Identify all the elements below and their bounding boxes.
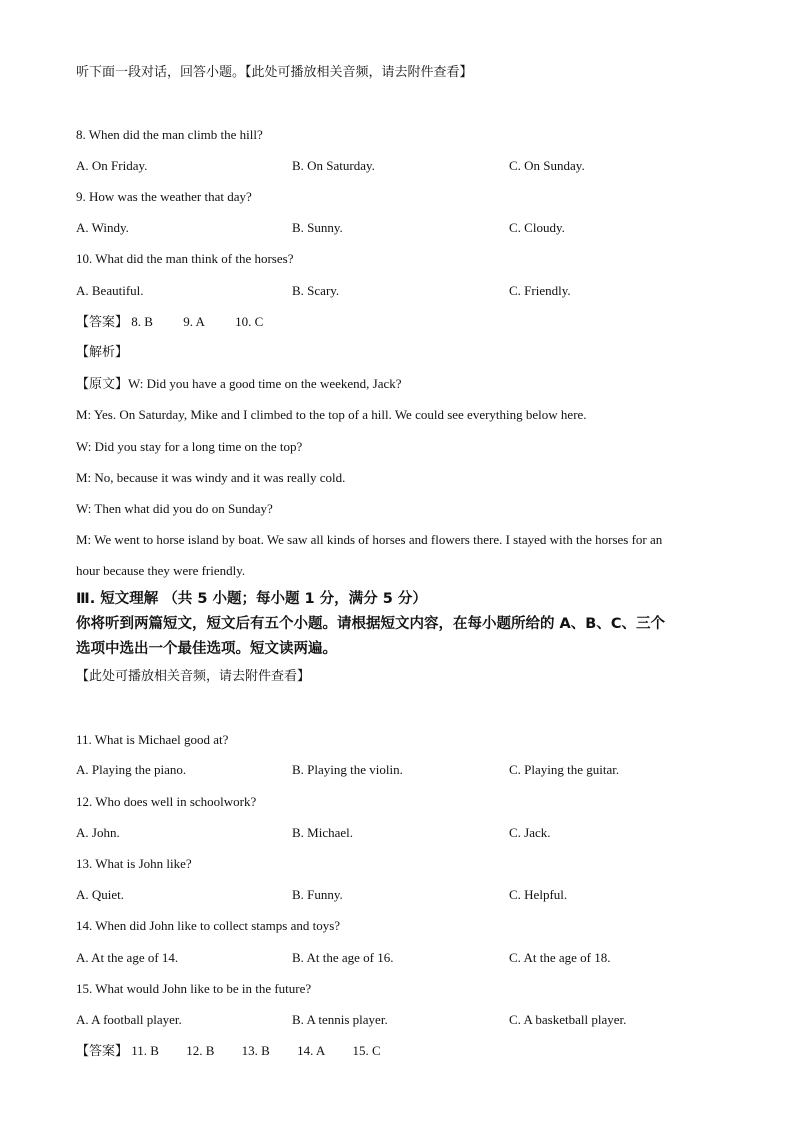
option-c: C. On Sunday. [509,158,585,173]
transcript-line: M: We went to horse island by boat. We saw all kinds of horses and flowers there. I stayed with the horses for an [76,532,663,547]
option-c: C. Friendly. [509,283,571,298]
answer-item: 10. C [235,314,264,329]
option-a: A. Beautiful. [76,283,144,298]
option-c: C. Jack. [509,825,551,840]
answer-item: 15. C [352,1043,381,1058]
option-b: B. Scary. [292,283,340,298]
options-row-11 [76,762,736,778]
option-b: B. Playing the violin. [292,762,403,777]
option-a: A. At the age of 14. [76,950,179,965]
answer-label: 【答案】 [76,315,129,330]
answer-item: 9. A [183,314,205,329]
option-c: C. Cloudy. [509,220,565,235]
options-row-10 [76,283,736,299]
section-instruction: 选项中选出一个最佳选项。短文读两遍。 [76,641,337,657]
option-b: B. Sunny. [292,220,343,235]
options-row-12 [76,825,736,841]
transcript-line: W: Then what did you do on Sunday? [76,501,273,516]
option-c: C. Helpful. [509,887,568,902]
transcript-line: M: Yes. On Saturday, Mike and I climbed to the top of a hill. We could see everything below here. [76,407,587,422]
option-a: A. Playing the piano. [76,762,187,777]
option-b: B. At the age of 16. [292,950,394,965]
analysis-label: 【解析】 [76,345,129,360]
option-b: B. A tennis player. [292,1012,388,1027]
section-title: Ⅲ. 短文理解 （共 5 小题；每小题 1 分，满分 5 分） [76,591,427,607]
transcript-line: W: Did you stay for a long time on the top? [76,439,303,454]
question-9: 9. How was the weather that day? [76,189,252,204]
transcript-line: M: No, because it was windy and it was really cold. [76,470,346,485]
question-15: 15. What would John like to be in the future? [76,981,312,996]
answer-item: 11. B [131,1043,159,1058]
answer-line-1 [76,314,263,331]
options-row-8 [76,158,736,174]
options-row-14 [76,950,736,966]
option-a: A. A football player. [76,1012,182,1027]
option-a: A. Quiet. [76,887,125,902]
question-12: 12. Who does well in schoolwork? [76,794,257,809]
option-a: A. On Friday. [76,158,148,173]
options-row-9 [76,220,736,236]
answer-label: 【答案】 [76,1044,129,1059]
option-b: B. Michael. [292,825,354,840]
question-14: 14. When did John like to collect stamps and toys? [76,918,341,933]
question-10: 10. What did the man think of the horses? [76,251,294,266]
option-a: A. Windy. [76,220,129,235]
transcript-line: 【原文】W: Did you have a good time on the weekend, Jack? [76,376,402,391]
option-c: C. A basketball player. [509,1012,627,1027]
answer-line-2 [76,1043,381,1060]
answer-item: 12. B [186,1043,215,1058]
options-row-15 [76,1012,736,1028]
option-b: B. On Saturday. [292,158,375,173]
audio-intro: 【此处可播放相关音频，请去附件查看】 [76,669,311,684]
answer-item: 8. B [131,314,153,329]
option-c: C. Playing the guitar. [509,762,620,777]
answer-item: 13. B [241,1043,270,1058]
option-a: A. John. [76,825,120,840]
audio-intro: 听下面一段对话，回答小题。【此处可播放相关音频，请去附件查看】 [76,65,473,80]
section-instruction: 你将听到两篇短文，短文后有五个小题。请根据短文内容，在每小题所给的 A、B、C、三个 [76,616,665,632]
option-b: B. Funny. [292,887,343,902]
option-c: C. At the age of 18. [509,950,611,965]
question-13: 13. What is John like? [76,856,192,871]
transcript-line: hour because they were friendly. [76,563,246,578]
question-8: 8. When did the man climb the hill? [76,127,263,142]
options-row-13 [76,887,736,903]
answer-item: 14. A [297,1043,326,1058]
question-11: 11. What is Michael good at? [76,732,229,747]
